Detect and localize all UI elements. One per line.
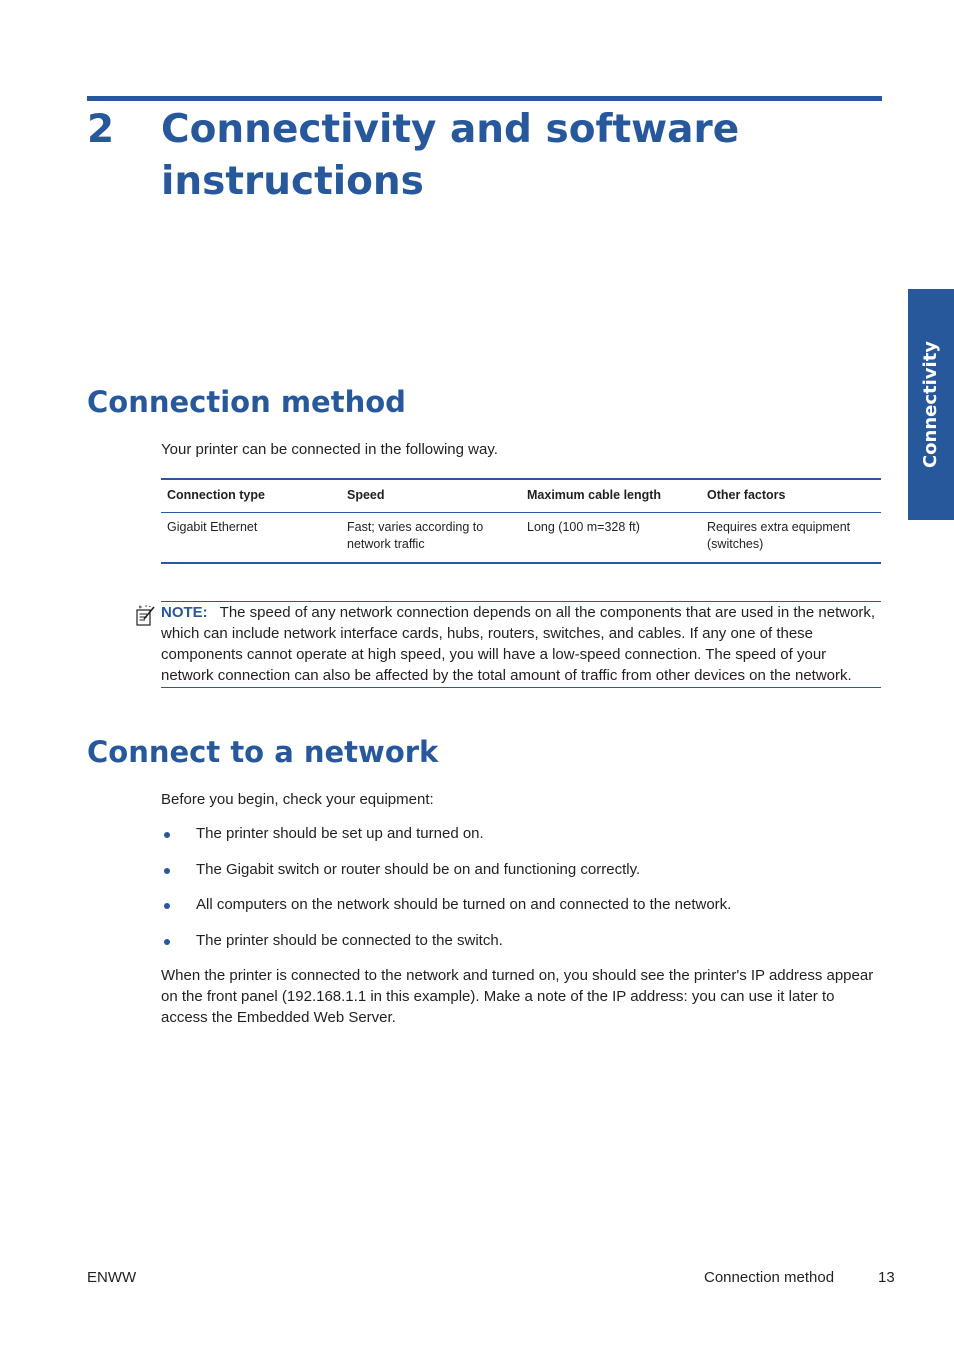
connection-table [161,478,881,564]
note-label: NOTE: [161,604,208,621]
table-cell: Long (100 m=328 ft) [527,520,640,534]
table-cell: Gigabit Ethernet [167,520,258,534]
footer-left: ENWW [87,1269,137,1286]
list-item: The printer should be set up and turned on. [161,823,881,859]
side-tab [908,289,954,520]
table-header-speed: Speed [347,488,385,502]
chapter-title-text: Connectivity and software instructions [161,107,740,204]
page-number: 13 [878,1269,895,1286]
table-header-other-factors: Other factors [707,488,786,502]
list-item: All computers on the network should be turned on and connected to the network. [161,894,881,930]
list-item: The printer should be connected to the switch. [161,930,881,966]
section-title-connect-to-network: Connect to a network [87,735,439,769]
note-icon [136,605,156,627]
note-text: The speed of any network connection depends on all the components that are used in the network, which can include network interface cards, hubs, routers, switches, and cables. If any one of these components cannot operate at high speed, you will have a low-speed connection. The speed of your network connection can also be affected by the total amount of traffic from other devices on the network. [161,604,876,684]
table-header-connection-type: Connection type [167,488,265,502]
chapter-title [87,104,801,208]
table-header-max-cable-length: Maximum cable length [527,488,662,502]
equipment-checklist [161,823,881,965]
table-cell: Requires extra equipment (switches) [707,520,851,551]
table-row [161,513,881,564]
network-intro: Before you begin, check your equipment: [161,791,434,808]
closing-paragraph: When the printer is connected to the network and turned on, you should see the printer's IP address appear on the front panel (192.168.1.1 in this example). Make a note of the IP address: you can use it later to access the Embedded Web Server. [161,967,874,1026]
list-item: The Gigabit switch or router should be on and functioning correctly. [161,859,881,895]
note-box [161,601,881,688]
footer-section: Connection method [704,1269,835,1286]
side-tab-label: Connectivity [920,340,942,469]
chapter-number: 2 [87,107,115,152]
table-header-row [161,479,881,513]
connection-intro: Your printer can be connected in the following way. [161,441,498,458]
section-title-connection-method: Connection method [87,385,406,419]
chapter-rule [87,96,882,101]
table-cell: Fast; varies according to network traffic [347,520,484,551]
